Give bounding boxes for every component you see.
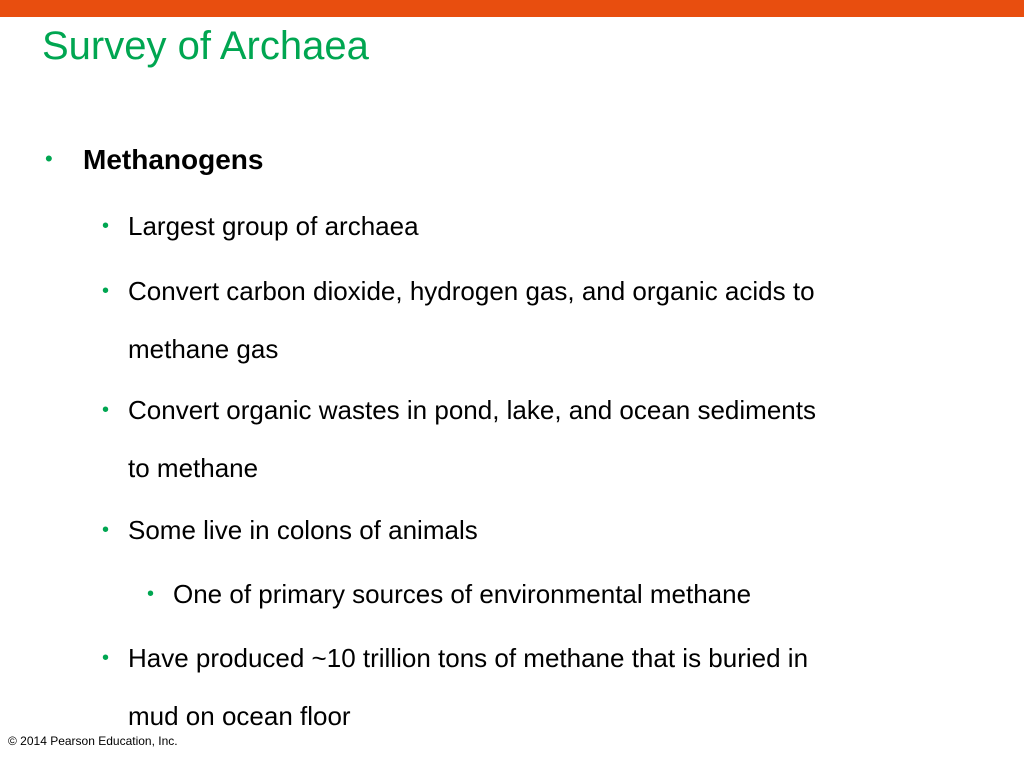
bullet-dot-icon: • <box>102 519 110 541</box>
bullet-dot-icon: • <box>102 647 110 669</box>
list-item-line: to methane <box>128 453 259 483</box>
list-item-sub <box>147 565 752 623</box>
bullet-dot-icon: • <box>147 583 155 605</box>
list-item <box>102 262 815 378</box>
list-item-line: Have produced ~10 trillion tons of methane that is buried in <box>128 643 809 673</box>
list-item-line: Some live in colons of animals <box>128 515 478 545</box>
list-item <box>102 381 816 497</box>
main-bullet-text: Methanogens <box>83 144 264 175</box>
list-item-line: Largest group of archaea <box>128 211 419 241</box>
list-item-line: One of primary sources of environmental methane <box>173 579 752 609</box>
list-item <box>102 197 419 255</box>
list-item-line: mud on ocean floor <box>128 701 351 731</box>
list-item <box>102 501 478 559</box>
bullet-dot-icon: • <box>102 280 110 302</box>
list-item-line: Convert organic wastes in pond, lake, and ocean sediments <box>128 395 816 425</box>
bullet-dot-icon: • <box>102 399 110 421</box>
list-item-line: Convert carbon dioxide, hydrogen gas, and organic acids to <box>128 276 815 306</box>
list-item <box>102 629 809 745</box>
slide-title: Survey of Archaea <box>42 24 369 68</box>
copyright-footer: © 2014 Pearson Education, Inc. <box>8 734 178 748</box>
accent-top-bar <box>0 0 1024 17</box>
list-item-line: methane gas <box>128 334 279 364</box>
bullet-dot-icon: • <box>45 146 53 171</box>
bullet-dot-icon: • <box>102 215 110 237</box>
